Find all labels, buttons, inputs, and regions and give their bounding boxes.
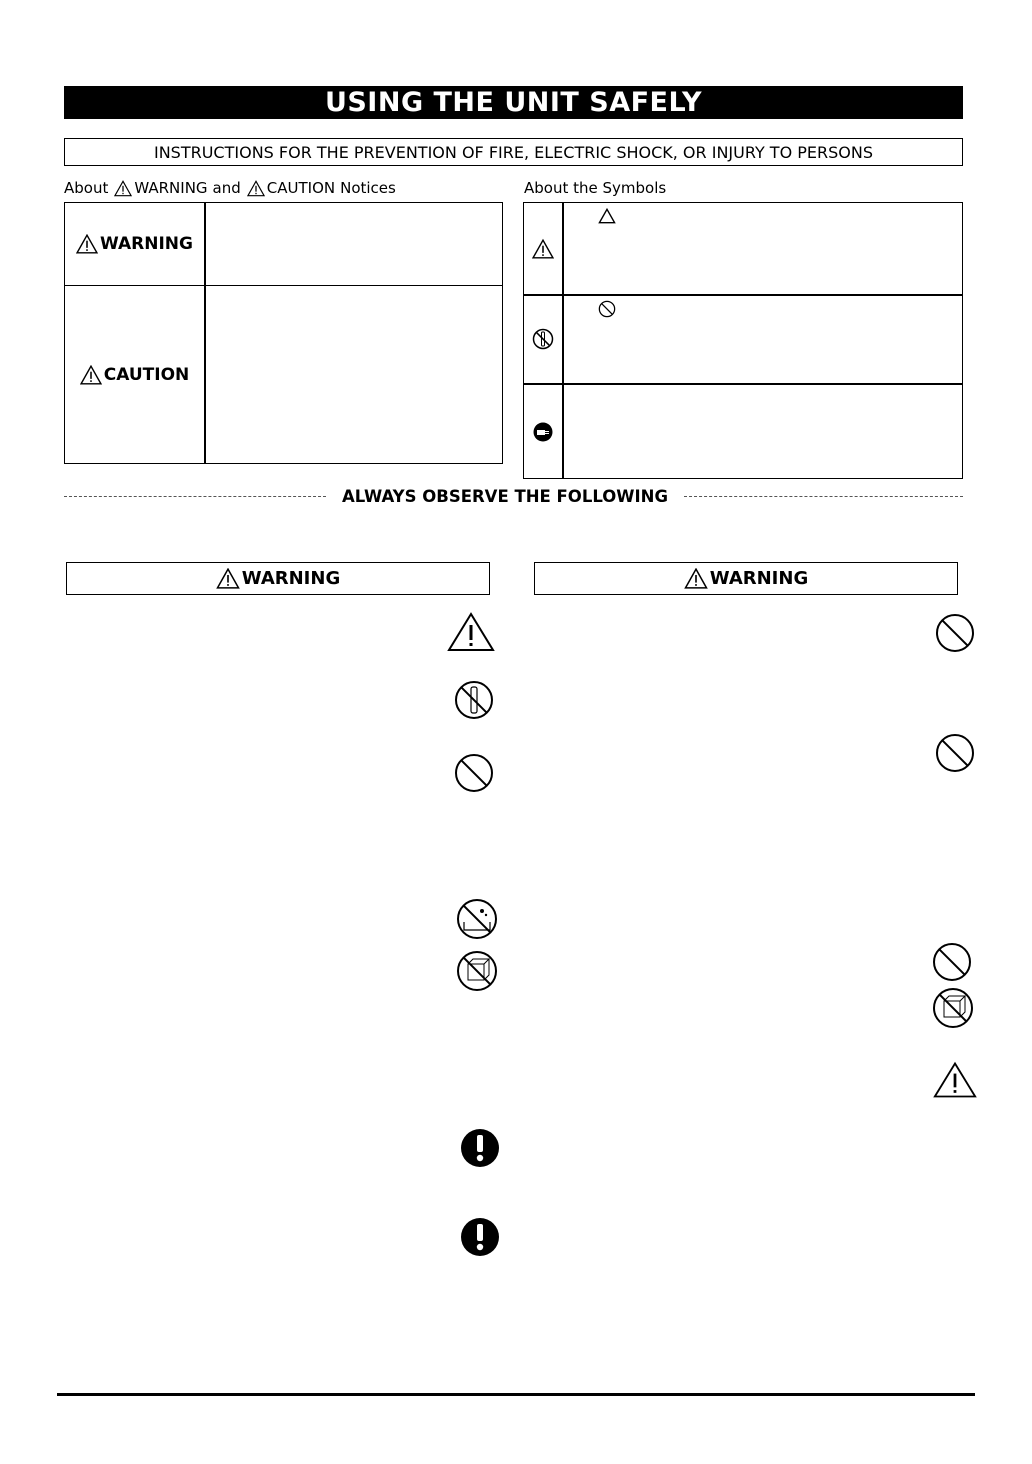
mandatory-icon xyxy=(460,1217,500,1257)
no-small-objects-icon xyxy=(932,987,974,1029)
warning-heading-right-text: WARNING xyxy=(709,568,809,589)
warning-heading-left-text: WARNING xyxy=(241,568,341,589)
notice-label-warning-text: WARNING xyxy=(100,234,193,254)
table-divider xyxy=(204,203,206,463)
warning-heading-right xyxy=(534,562,958,595)
notice-row-caution xyxy=(65,287,502,463)
notices-table xyxy=(64,202,503,464)
warning-triangle-icon xyxy=(216,568,240,589)
warning-triangle-icon xyxy=(114,180,132,197)
prohibited-icon xyxy=(932,942,972,982)
no-disassemble-icon xyxy=(454,680,494,720)
symbol-cell-prohibited xyxy=(524,295,562,383)
notice-row-warning xyxy=(65,203,502,286)
prohibited-icon xyxy=(454,753,494,793)
warning-triangle-icon xyxy=(80,365,102,385)
symbols-table xyxy=(523,202,963,479)
notices-heading-notices: Notices xyxy=(340,179,396,197)
dashed-rule xyxy=(64,496,326,497)
mandatory-icon xyxy=(460,1128,500,1168)
warning-triangle-icon xyxy=(532,238,554,260)
prohibited-icon xyxy=(935,733,975,773)
always-observe-banner xyxy=(64,486,963,508)
page-title: USING THE UNIT SAFELY xyxy=(64,86,963,119)
warning-triangle-icon xyxy=(76,234,98,254)
notice-label-caution-text: CAUTION xyxy=(103,365,190,385)
warning-triangle-icon xyxy=(684,568,708,589)
notice-label-caution xyxy=(65,287,204,463)
table-divider xyxy=(524,383,962,385)
notices-heading-caution: CAUTION xyxy=(266,179,336,197)
notice-label-warning xyxy=(65,203,204,285)
warning-heading-left xyxy=(66,562,490,595)
warning-triangle-icon xyxy=(247,180,265,197)
warning-triangle-icon xyxy=(933,1061,977,1099)
notices-heading-about: About xyxy=(64,179,109,197)
always-observe-label: ALWAYS OBSERVE THE FOLLOWING xyxy=(341,487,668,506)
no-disassemble-icon xyxy=(532,328,554,350)
no-water-icon xyxy=(456,898,498,940)
unplug-icon xyxy=(532,421,554,443)
prohibited-icon xyxy=(598,300,616,318)
footer-rule xyxy=(57,1393,975,1396)
notices-heading-warning: WARNING xyxy=(134,179,208,197)
dashed-rule xyxy=(684,496,963,497)
outline-triangle-icon xyxy=(598,208,616,224)
symbol-cell-triangle xyxy=(524,203,562,294)
symbols-heading: About the Symbols xyxy=(524,179,667,197)
page-subtitle: INSTRUCTIONS FOR THE PREVENTION OF FIRE, ELECTRIC SHOCK, OR INJURY TO PERSONS xyxy=(64,138,963,166)
notices-heading-and: and xyxy=(212,179,241,197)
table-divider xyxy=(562,203,564,478)
symbol-cell-mandatory xyxy=(524,385,562,478)
prohibited-icon xyxy=(935,613,975,653)
notices-heading xyxy=(64,177,396,199)
table-divider xyxy=(524,294,962,296)
no-small-objects-icon xyxy=(456,950,498,992)
warning-triangle-icon xyxy=(447,612,495,652)
